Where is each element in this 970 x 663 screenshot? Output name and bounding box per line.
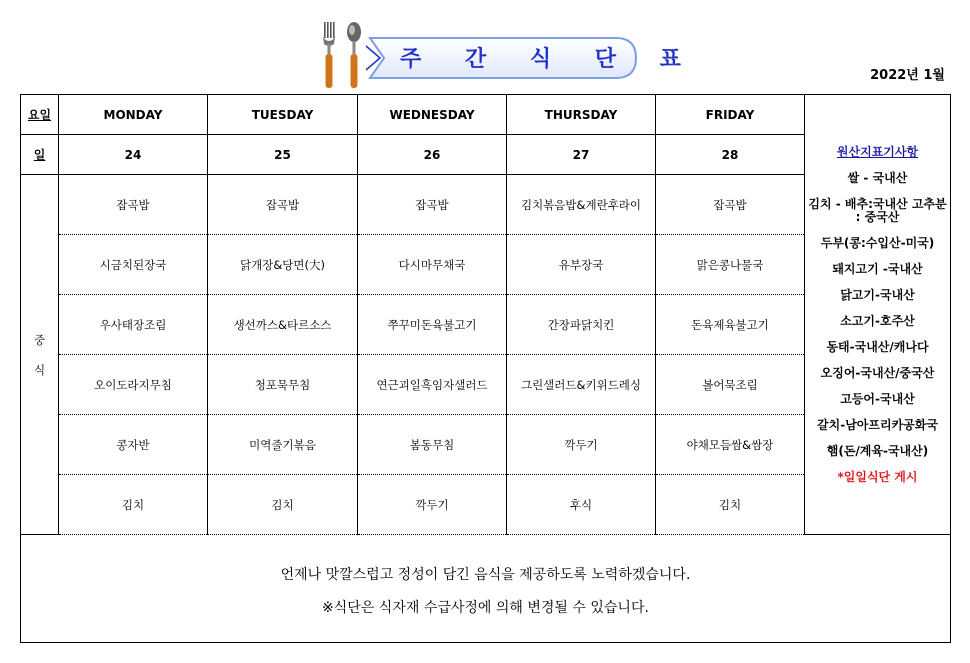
day-header: FRIDAY (656, 95, 805, 135)
day-header: MONDAY (59, 95, 208, 135)
dish-cell: 후식 (507, 475, 656, 535)
date-cell: 27 (507, 135, 656, 175)
header-row (21, 95, 951, 135)
date-cell: 24 (59, 135, 208, 175)
dish-cell: 시금치된장국 (59, 235, 208, 295)
origin-item: 돼지고기 -국내산 (832, 261, 923, 276)
origin-item: 고등어-국내산 (840, 391, 915, 406)
origin-item: 닭고기-국내산 (840, 287, 915, 302)
lunch-label-text (34, 333, 45, 377)
page-title: 주 간 식 단 표 (400, 47, 699, 72)
dish-cell: 돈육제육불고기 (656, 295, 805, 355)
dish-cell: 쭈꾸미돈육불고기 (358, 295, 507, 355)
dish-cell: 생선까스&타르소스 (208, 295, 358, 355)
date-label: 2022년 1월 (870, 68, 945, 83)
dish-cell: 콩자반 (59, 415, 208, 475)
dish-cell: 유부장국 (507, 235, 656, 295)
dish-cell: 김치볶음밥&계란후라이 (507, 175, 656, 235)
origin-item: 오징어-국내산/중국산 (820, 365, 935, 380)
dish-cell: 연근괴일흑임자샐러드 (358, 355, 507, 415)
dish-cell: 깍두기 (507, 415, 656, 475)
dish-cell: 김치 (59, 475, 208, 535)
origin-title: 원산지표기사항 (836, 144, 919, 159)
weekly-menu-table (20, 94, 951, 535)
origin-item: 햄(돈/계육-국내산) (826, 443, 929, 458)
day-header: WEDNESDAY (358, 95, 507, 135)
footer-message: 언제나 맛깔스럽고 정성이 담긴 음식을 제공하도록 노력하겠습니다. (280, 567, 691, 583)
dish-cell: 그린샐러드&키위드레싱 (507, 355, 656, 415)
date-label-cell: 일 (21, 135, 59, 175)
dish-cell: 잡곡밥 (358, 175, 507, 235)
dish-cell: 우사태장조림 (59, 295, 208, 355)
origin-item: 소고기-호주산 (840, 313, 915, 328)
origin-item: 두부(콩:수입산-미국) (820, 235, 935, 250)
lunch-label (21, 175, 59, 535)
dish-cell: 맑은콩나물국 (656, 235, 805, 295)
dish-cell: 청포묵무침 (208, 355, 358, 415)
dish-cell: 잡곡밥 (59, 175, 208, 235)
dish-cell: 깍두기 (358, 475, 507, 535)
date-cell: 28 (656, 135, 805, 175)
dish-cell: 김치 (656, 475, 805, 535)
origin-panel (805, 95, 951, 535)
day-header: THURSDAY (507, 95, 656, 135)
day-header: TUESDAY (208, 95, 358, 135)
lunch-label-char: 중 (33, 332, 46, 347)
dish-cell: 오이도라지무침 (59, 355, 208, 415)
dish-cell: 잡곡밥 (208, 175, 358, 235)
date-cell: 26 (358, 135, 507, 175)
daily-menu-note: *일일식단 게시 (837, 469, 918, 484)
dish-cell: 다시마무채국 (358, 235, 507, 295)
origin-item: 동태-국내산/캐나다 (826, 339, 929, 354)
dish-cell: 봄동무침 (358, 415, 507, 475)
dish-cell: 잡곡밥 (656, 175, 805, 235)
footer-disclaimer: ※식단은 식자재 수급사정에 의해 변경될 수 있습니다. (322, 600, 649, 616)
lunch-label-char: 식 (33, 362, 46, 377)
dish-cell: 미역줄기볶음 (208, 415, 358, 475)
dish-cell: 야채모듬쌈&쌈장 (656, 415, 805, 475)
day-label: 요일 (21, 95, 59, 135)
origin-item: 갈치-남아프리카공화국 (817, 417, 938, 432)
dish-cell: 간장파닭치킨 (507, 295, 656, 355)
dish-cell: 볼어묵조림 (656, 355, 805, 415)
dish-cell: 김치 (208, 475, 358, 535)
date-cell: 25 (208, 135, 358, 175)
origin-item: 김치 - 배추:국내산 고추분 : 중국산 (808, 196, 947, 224)
dish-cell: 닭개장&당면(大) (208, 235, 358, 295)
footer-notice (20, 534, 951, 643)
origin-item: 쌀 - 국내산 (847, 170, 908, 185)
